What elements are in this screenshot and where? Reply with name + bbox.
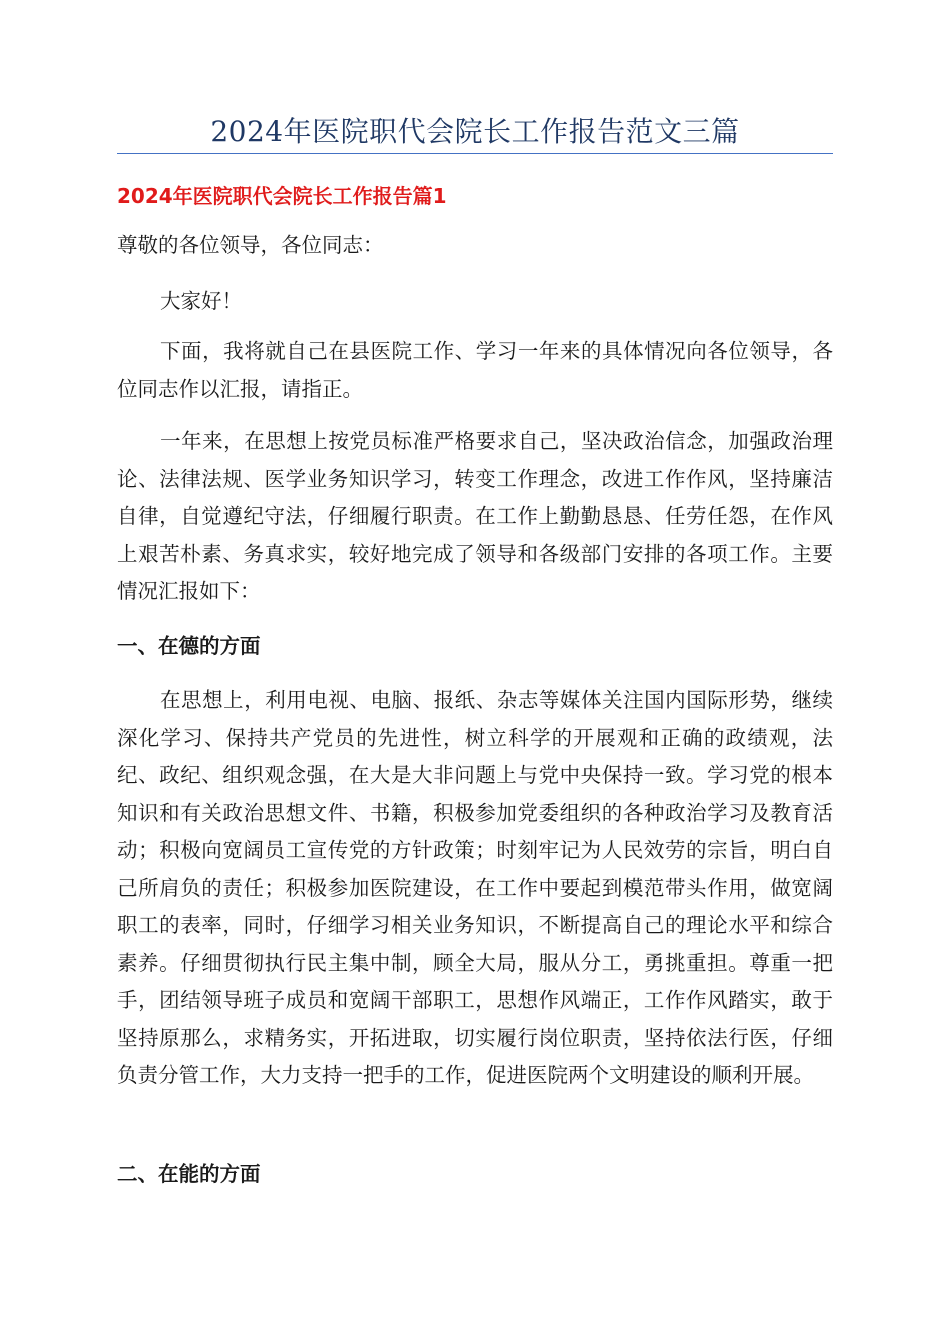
- subheading-virtue: 一、在德的方面: [117, 634, 261, 658]
- paragraph-summary: 一年来，在思想上按党员标准严格要求自己，坚决政治信念，加强政治理论、法律法规、医学业务知识学习，转变工作理念，改进工作作风，坚持廉洁自律，自觉遵纪守法，仔细履行职责。在工作上勤勤恳恳、任劳任怨，在作风上艰苦朴素、务真求实，较好地完成了领导和各级部门安排的各项工作。主要情况汇报如下：: [117, 429, 833, 603]
- subheading-ability: 二、在能的方面: [117, 1162, 261, 1186]
- title-underline: [117, 153, 833, 154]
- document-title: 2024年医院职代会院长工作报告范文三篇: [210, 115, 740, 148]
- greeting: 大家好！: [160, 289, 242, 313]
- paragraph-virtue: 在思想上，利用电视、电脑、报纸、杂志等媒体关注国内国际形势，继续深化学习、保持共产党员的先进性，树立科学的开展观和正确的政绩观，法纪、政纪、组织观念强，在大是大非问题上与党中央保持一致。学习党的根本知识和有关政治思想文件、书籍，积极参加党委组织的各种政治学习及教育活动；积极向宽阔员工宣传党的方针政策；时刻牢记为人民效劳的宗旨，明白自己所肩负的责任；积极参加医院建设，在工作中要起到模范带头作用，做宽阔职工的表率，同时，仔细学习相关业务知识，不断提高自己的理论水平和综合素养。仔细贯彻执行民主集中制，顾全大局，服从分工，勇挑重担。尊重一把手，团结领导班子成员和宽阔干部职工，思想作风端正，工作作风踏实，敢于坚持原那么，求精务实，开拓进取，切实履行岗位职责，坚持依法行医，仔细负责分管工作，大力支持一把手的工作，促进医院两个文明建设的顺利开展。: [117, 688, 833, 1087]
- paragraph-intro: 下面，我将就自己在县医院工作、学习一年来的具体情况向各位领导，各位同志作以汇报，请指正。: [117, 339, 833, 401]
- salutation: 尊敬的各位领导，各位同志：: [117, 233, 384, 257]
- section-heading: 2024年医院职代会院长工作报告篇1: [117, 184, 447, 208]
